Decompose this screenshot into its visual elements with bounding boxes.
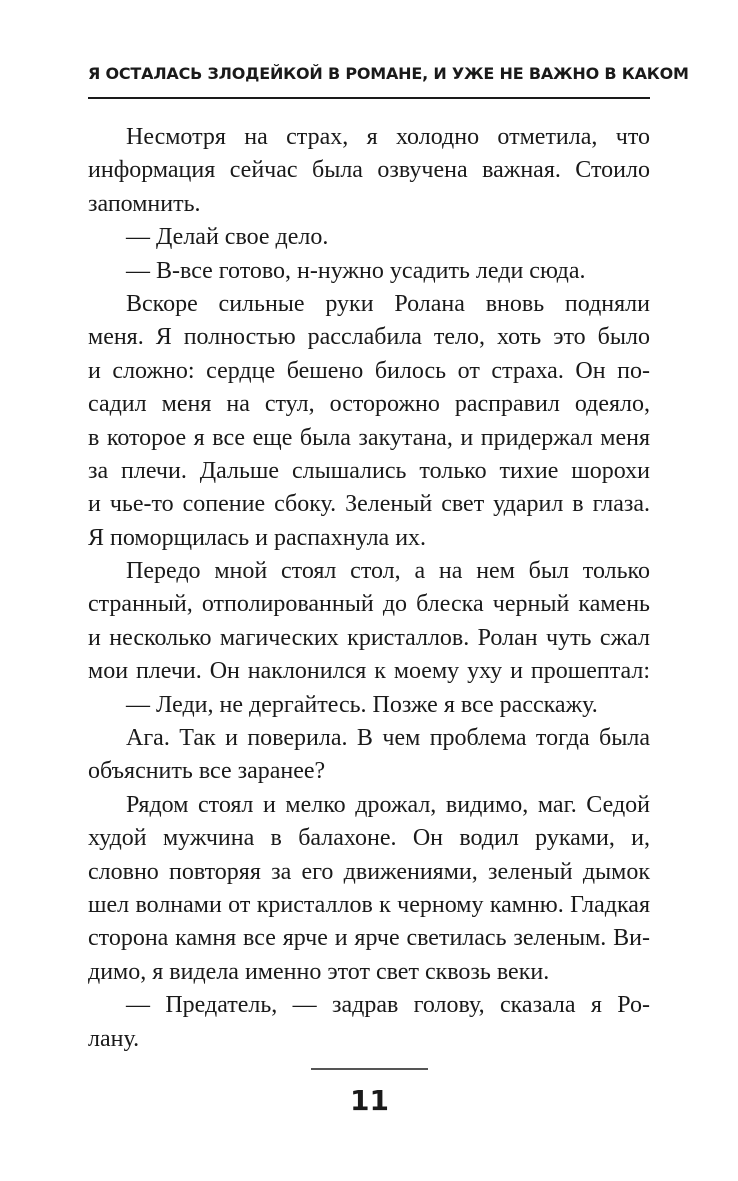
text-line: информация сейчас была озвучена важная. Стоило: [88, 157, 650, 184]
text-line: меня. Я полностью расслабила тело, хоть это было: [88, 324, 650, 351]
text-line: словно повторяя за его движениями, зеленый дымок: [88, 858, 650, 885]
text-line: мои плечи. Он наклонился к моему уху и прошептал:: [88, 658, 650, 685]
running-head: Я ОСТАЛАСЬ ЗЛОДЕЙКОЙ В РОМАНЕ, И УЖЕ НЕ ВАЖНО В КАКОМ: [88, 64, 689, 83]
text-line: димо, я видела именно этот свет сквозь веки.: [88, 958, 550, 985]
text-line: — В-все готово, н-нужно усадить леди сюда.: [126, 257, 586, 284]
body-text: [88, 121, 650, 1056]
text-line: Несмотря на страх, я холодно отметила, что: [126, 124, 650, 150]
text-line: и сложно: сердце бешено билось от страха. Он по-: [88, 357, 650, 384]
text-line: Рядом стоял и мелко дрожал, видимо, маг. Седой: [126, 791, 650, 818]
text-line: — Предатель, — задрав голову, сказала я Ро-: [126, 992, 650, 1019]
text-line: Я поморщилась и распахнула их.: [88, 524, 427, 551]
text-line: и чье-то сопение сбоку. Зеленый свет ударил в глаза.: [88, 491, 650, 518]
text-line: Ага. Так и поверила. В чем проблема тогда была: [126, 725, 650, 752]
text-line: за плечи. Дальше слышались только тихие шорохи: [88, 457, 650, 484]
text-line: — Леди, не дергайтесь. Позже я все расскажу.: [126, 691, 598, 718]
text-line: — Делай свое дело.: [126, 224, 329, 251]
text-line: сторона камня все ярче и ярче светилась зеленым. Ви-: [88, 925, 650, 952]
text-line: садил меня на стул, осторожно расправил одеяло,: [88, 391, 650, 418]
page-number: 11: [350, 1084, 389, 1117]
footer-rule: [311, 1068, 428, 1070]
text-line: шел волнами от кристаллов к черному камню. Гладкая: [88, 891, 650, 918]
text-line: худой мужчина в балахоне. Он водил руками, и,: [88, 825, 650, 852]
text-line: запомнить.: [88, 190, 201, 217]
text-line: Передо мной стоял стол, а на нем был только: [126, 558, 650, 585]
text-line: Вскоре сильные руки Ролана вновь подняли: [126, 290, 650, 317]
text-line: и несколько магических кристаллов. Ролан чуть сжал: [88, 624, 650, 651]
text-line: странный, отполированный до блеска черный камень: [88, 591, 650, 618]
text-line: в которое я все еще была закутана, и придержал меня: [88, 424, 650, 451]
header-rule: [88, 97, 650, 99]
text-line: объяснить все заранее?: [88, 758, 326, 785]
text-line: лану.: [88, 1025, 140, 1052]
